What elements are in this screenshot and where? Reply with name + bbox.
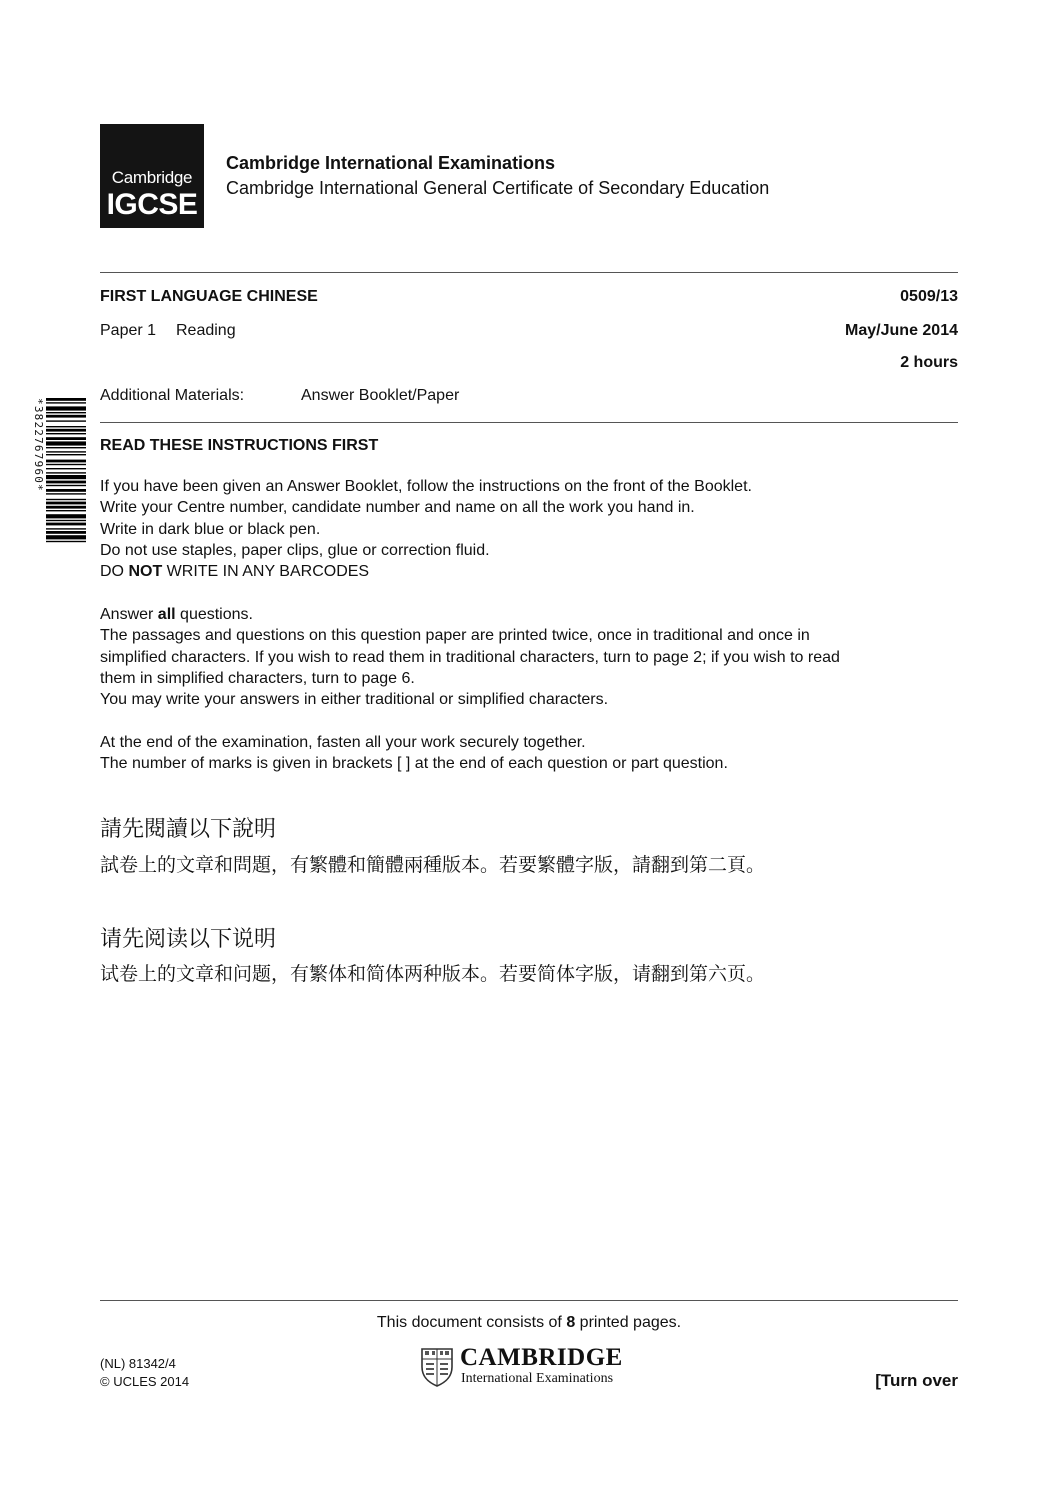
divider-footer bbox=[100, 1300, 958, 1301]
barcode-bar bbox=[46, 402, 86, 403]
materials-label: Additional Materials: bbox=[100, 387, 245, 404]
igcse-logo bbox=[100, 124, 204, 228]
logo-line-igcse: IGCSE bbox=[106, 188, 198, 221]
instruction-line: The number of marks is given in brackets [ ] at the end of each question or part question. bbox=[100, 755, 728, 773]
barcode-bar bbox=[46, 460, 86, 463]
cambridge-wordmark-sub: International Examinations bbox=[461, 1371, 614, 1386]
instructions-block-2 bbox=[100, 604, 840, 710]
barcode-bar bbox=[46, 454, 86, 455]
barcode-bar bbox=[46, 481, 86, 484]
instruction-answer-line: Answer all questions. bbox=[100, 606, 253, 623]
instruction-line: The passages and questions on this question paper are printed twice, once in traditional and once in bbox=[100, 627, 810, 645]
paper-reference: (NL) 81342/4 bbox=[100, 1356, 176, 1371]
barcode-bar bbox=[46, 420, 86, 421]
instruction-barcode-line: DO NOT WRITE IN ANY BARCODES bbox=[100, 563, 370, 581]
instruction-line: Do not use staples, paper clips, glue or correction fluid. bbox=[100, 541, 490, 559]
barcode-bar bbox=[46, 433, 86, 434]
barcode-bar bbox=[46, 451, 86, 452]
turn-over: [Turn over bbox=[875, 1371, 958, 1390]
divider-top bbox=[100, 272, 958, 273]
instruction-line: Write your Centre number, candidate number and name on all the work you hand in. bbox=[100, 499, 695, 517]
barcode-bar bbox=[46, 437, 86, 440]
barcode-bar bbox=[46, 406, 86, 410]
barcode-bar bbox=[46, 499, 86, 500]
barcode-bar bbox=[46, 493, 86, 494]
cambridge-wordmark: CAMBRIDGE bbox=[460, 1344, 623, 1371]
barcode-bar bbox=[46, 468, 86, 469]
barcode-bar bbox=[46, 475, 86, 479]
exam-subject: FIRST LANGUAGE CHINESE bbox=[100, 288, 318, 305]
copyright: © UCLES 2014 bbox=[100, 1374, 190, 1389]
instruction-line: Write in dark blue or black pen. bbox=[100, 520, 321, 538]
traditional-text: 試卷上的文章和問題，有繁體和簡體兩種版本。若要繁體字版，請翻到第二頁。 bbox=[100, 854, 766, 876]
barcode-bar bbox=[46, 426, 86, 427]
barcode-bar bbox=[46, 528, 86, 529]
barcode-bar bbox=[46, 541, 86, 542]
barcode-bar bbox=[46, 535, 86, 539]
barcode-bar bbox=[46, 506, 86, 509]
exam-paper-name: Reading bbox=[176, 322, 236, 339]
barcode-bar bbox=[46, 412, 86, 413]
logo-line-cambridge: Cambridge bbox=[111, 168, 193, 187]
materials-value: Answer Booklet/Paper bbox=[301, 387, 460, 404]
barcode-bar bbox=[46, 447, 86, 448]
divider-instructions bbox=[100, 422, 958, 423]
simplified-text: 试卷上的文章和问题，有繁体和简体两种版本。若要简体字版，请翻到第六页。 bbox=[100, 963, 766, 985]
barcode-bar bbox=[46, 523, 86, 526]
barcode-bar bbox=[46, 415, 86, 418]
exam-paper: Paper 1 bbox=[100, 322, 157, 339]
instruction-line: You may write your answers in either traditional or simplified characters. bbox=[100, 691, 609, 709]
simplified-heading: 请先阅读以下说明 bbox=[100, 927, 277, 952]
instructions-heading: READ THESE INSTRUCTIONS FIRST bbox=[100, 437, 379, 454]
barcode-bar bbox=[46, 489, 86, 492]
barcode-bar bbox=[46, 464, 86, 465]
org-name: Cambridge International Examinations bbox=[226, 153, 556, 173]
page-count: This document consists of 8 printed pages. bbox=[376, 1314, 682, 1331]
traditional-heading: 請先閱讀以下說明 bbox=[100, 817, 277, 842]
barcode-number: *3822767960* bbox=[32, 398, 45, 492]
exam-session: May/June 2014 bbox=[845, 322, 958, 339]
barcode-bar bbox=[46, 472, 86, 473]
barcode-bar bbox=[46, 502, 86, 505]
instruction-line: If you have been given an Answer Booklet, follow the instructions on the front of the Booklet. bbox=[100, 478, 752, 495]
instructions-block-3 bbox=[100, 732, 728, 775]
barcode-bar bbox=[46, 429, 86, 432]
instruction-line: At the end of the examination, fasten all your work securely together. bbox=[100, 734, 586, 751]
barcode-bar bbox=[46, 520, 86, 521]
exam-code: 0509/13 bbox=[900, 288, 958, 305]
instruction-line: them in simplified characters, turn to page 6. bbox=[100, 669, 415, 687]
exam-duration: 2 hours bbox=[900, 354, 958, 371]
barcode-bar bbox=[46, 398, 86, 401]
barcode-bar bbox=[46, 510, 86, 511]
cambridge-crest-icon bbox=[420, 1347, 454, 1387]
barcode-bar bbox=[46, 531, 86, 534]
barcode-bar bbox=[46, 441, 86, 445]
barcode-bar bbox=[46, 514, 86, 518]
barcode-image bbox=[46, 398, 86, 598]
instruction-line: simplified characters. If you wish to read them in traditional characters, turn to page 2; if you wish to read bbox=[100, 648, 840, 666]
barcode-bar bbox=[46, 485, 86, 486]
instructions-block-1 bbox=[100, 476, 752, 582]
org-subtitle: Cambridge International General Certificate of Secondary Education bbox=[226, 178, 770, 198]
